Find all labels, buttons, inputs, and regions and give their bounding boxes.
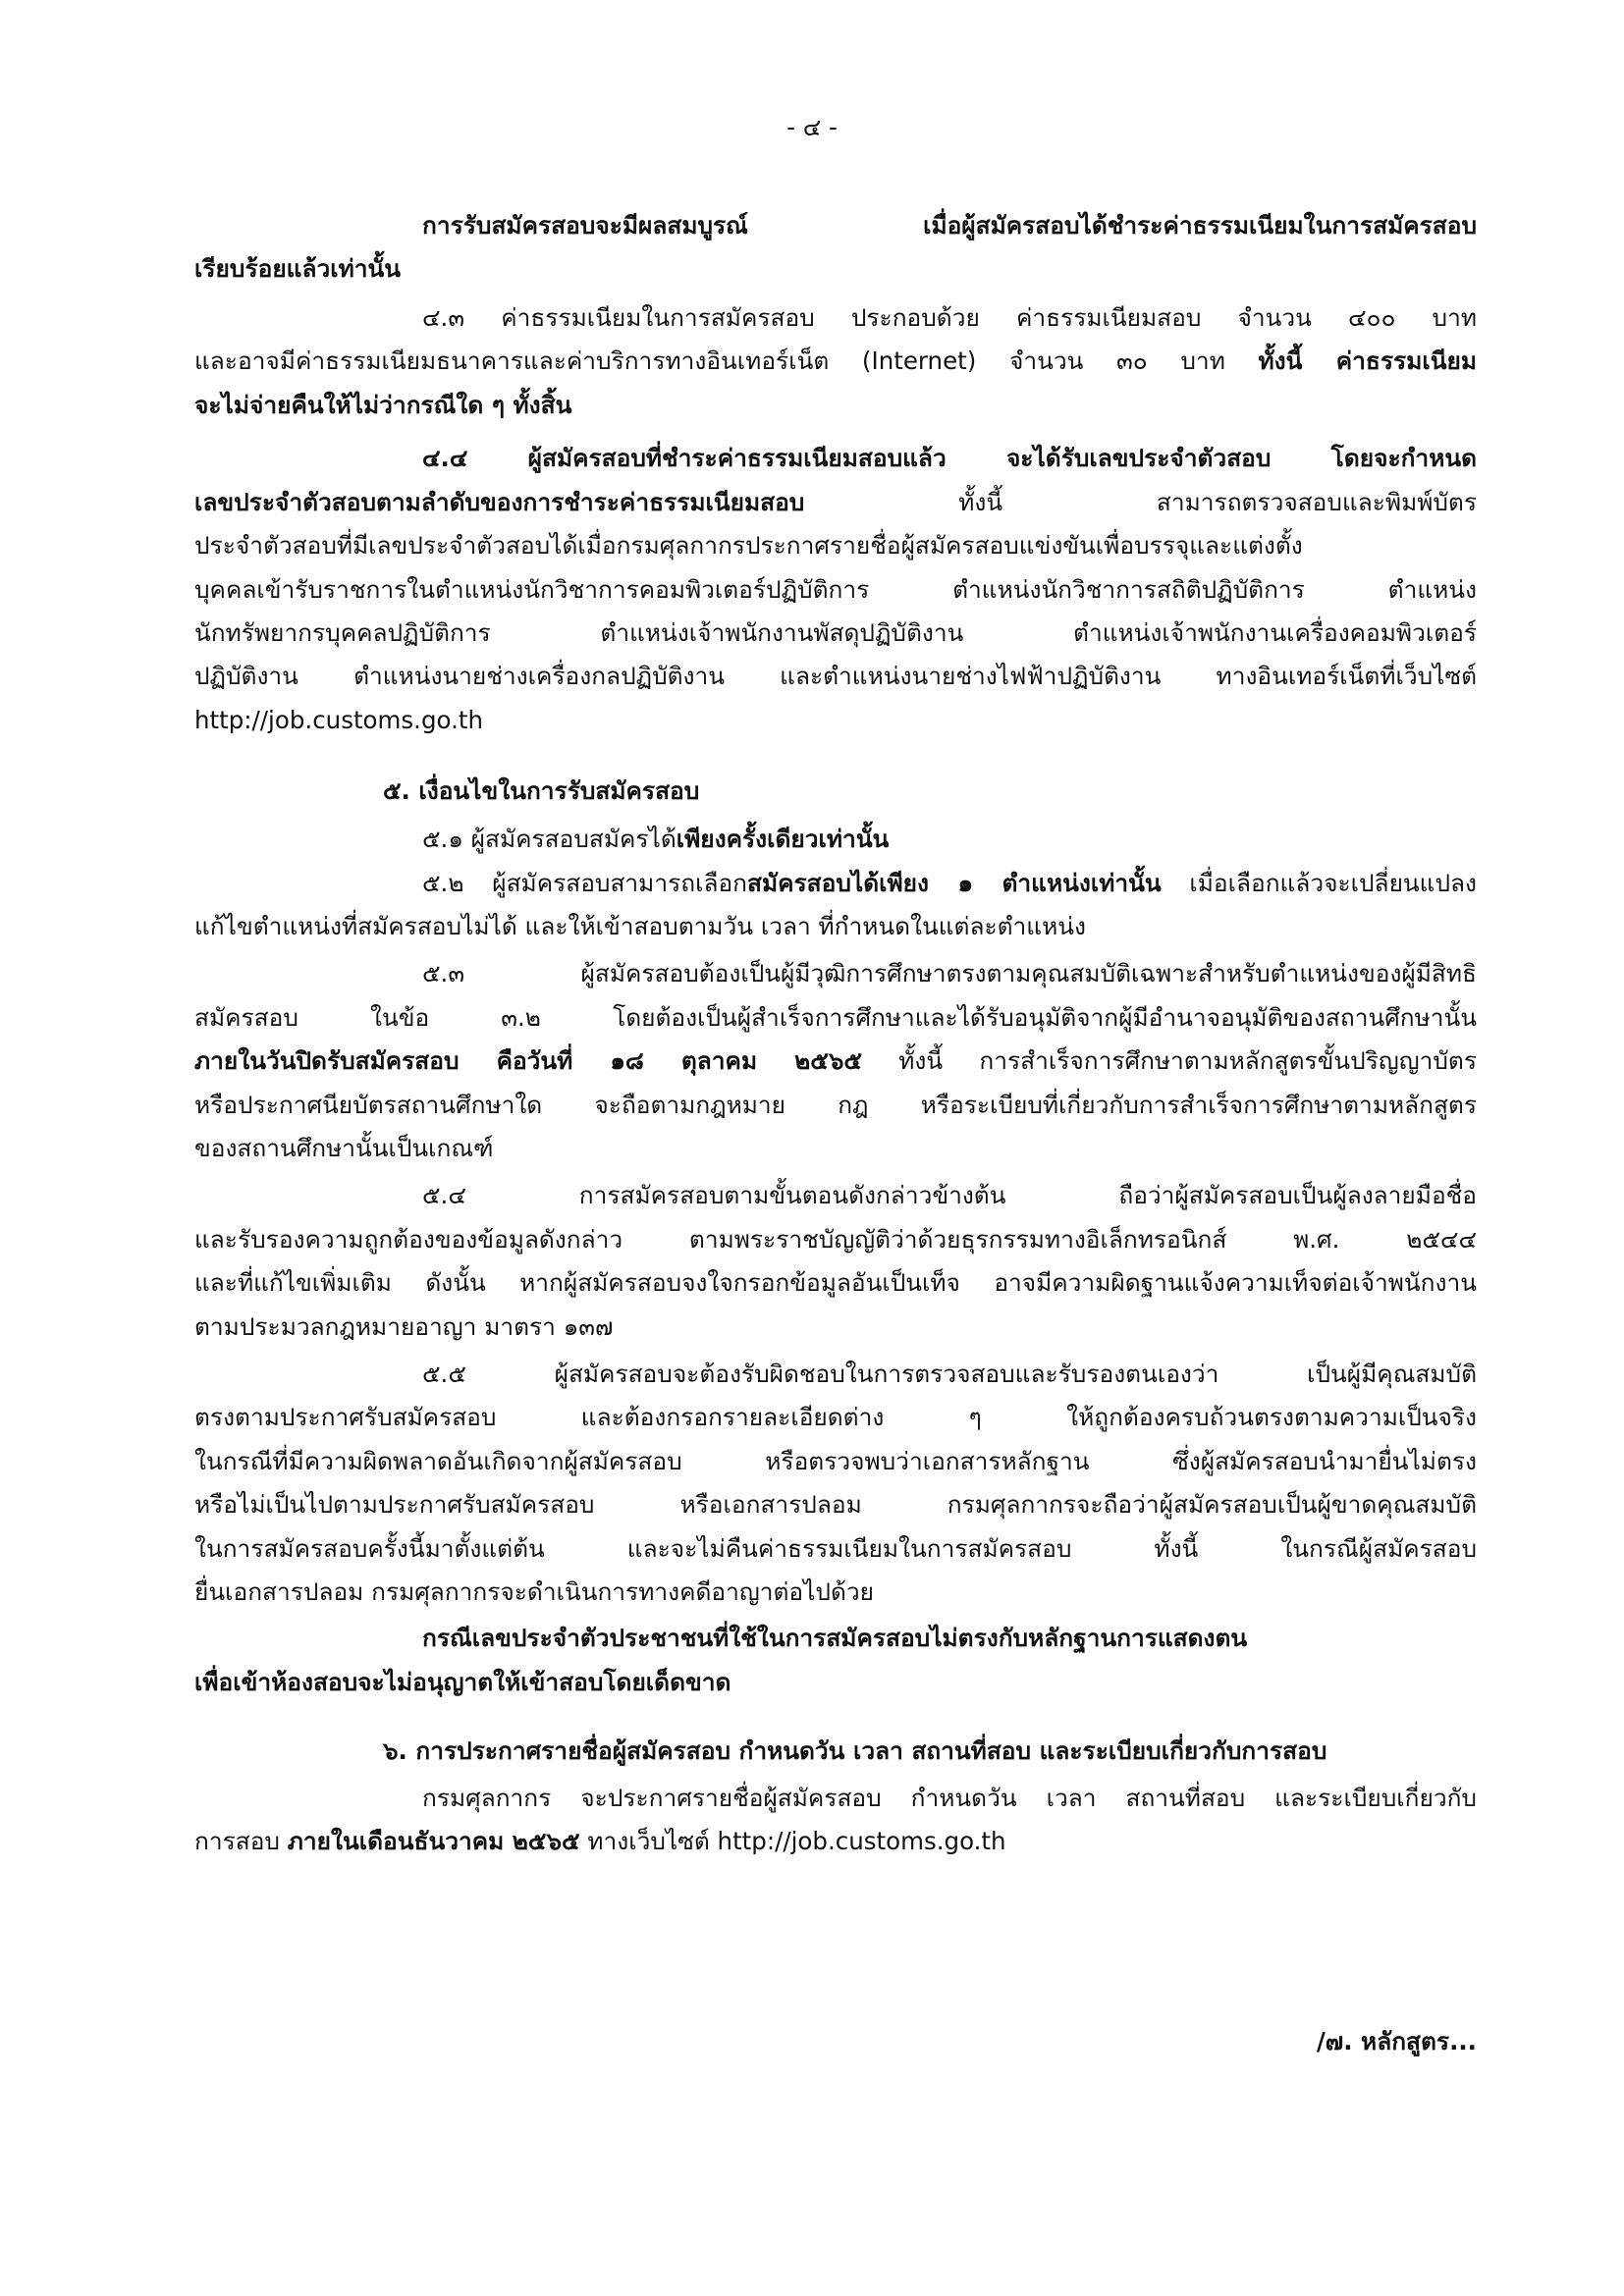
clause-4-4-line-4: บุคคลเข้ารับราชการในตำแหน่งนักวิชาการคอมพิวเตอร์ปฏิบัติการ ตำแหน่งนักวิชาการสถิติปฏิบัติการ ตำแหน่ง bbox=[194, 575, 1477, 604]
clause-5-3-line-2: สมัครสอบ ในข้อ ๓.๒ โดยต้องเป็นผู้สำเร็จการศึกษาและได้รับอนุมัติจากผู้มีอำนาจอนุมัติของสถานศึกษานั้น bbox=[194, 1003, 1477, 1032]
section-5-heading: ๕. เงื่อนไขในการรับสมัครสอบ bbox=[383, 776, 700, 805]
next-page-catchword: /๗. หลักสูตร... bbox=[1316, 2027, 1477, 2056]
clause-5-4-line-4: ตามประมวลกฎหมายอาญา มาตรา ๑๓๗ bbox=[194, 1312, 614, 1341]
id-mismatch-warning-line-1: กรณีเลขประจำตัวประชาชนที่ใช้ในการสมัครสอบไม่ตรงกับหลักฐานการแสดงตน bbox=[422, 1624, 1248, 1652]
clause-4-3-line-2 bbox=[194, 349, 1477, 374]
section-6-line-2 bbox=[194, 1827, 1006, 1855]
clause-5-4-line-3: และที่แก้ไขเพิ่มเติม ดังนั้น หากผู้สมัครสอบจงใจกรอกข้อมูลอันเป็นเท็จ อาจมีความผิดฐานแจ้งความเท็จต่อเจ้าพนักงาน bbox=[194, 1268, 1477, 1297]
clause-4-4-line-3: ประจำตัวสอบที่มีเลขประจำตัวสอบได้เมื่อกรมศุลกากรประกาศรายชื่อผู้สมัครสอบแข่งขันเพื่อบรรจุและแต่งตั้ง bbox=[194, 531, 1303, 560]
clause-5-2-text-a: ๕.๒ ผู้สมัครสอบสามารถเลือก bbox=[422, 869, 748, 897]
clause-5-3-line-3 bbox=[194, 1046, 1477, 1075]
clause-5-1-text: ๕.๑ ผู้สมัครสอบสมัครได้ bbox=[422, 825, 677, 853]
page-number: - ๔ - bbox=[786, 113, 838, 141]
clause-4-4-line-6: ปฏิบัติงาน ตำแหน่งนายช่างเครื่องกลปฏิบัติงาน และตำแหน่งนายช่างไฟฟ้าปฏิบัติงาน ทางอินเทอร์เน็ตที่เว็บไซต์ bbox=[194, 662, 1477, 690]
clause-5-4-line-2: และรับรองความถูกต้องของข้อมูลดังกล่าว ตามพระราชบัญญัติว่าด้วยธุรกรรมทางอิเล็กทรอนิกส์ พ.ศ. ๒๕๔๔ bbox=[194, 1225, 1477, 1254]
section-6-text-a: การสอบ bbox=[194, 1827, 288, 1855]
clause-5-4-line-1: ๕.๔ การสมัครสอบตามขั้นตอนดังกล่าวข้างต้น ถือว่าผู้สมัครสอบเป็นผู้ลงลายมือชื่อ bbox=[422, 1181, 1477, 1209]
clause-4-4-line-2 bbox=[194, 488, 1477, 516]
clause-5-5-line-1: ๕.๕ ผู้สมัครสอบจะต้องรับผิดชอบในการตรวจสอบและรับรองตนเองว่า เป็นผู้มีคุณสมบัติ bbox=[422, 1360, 1477, 1388]
registration-complete-line-1: การรับสมัครสอบจะมีผลสมบูรณ์ เมื่อผู้สมัครสอบได้ชำระค่าธรรมเนียมในการสมัครสอบ bbox=[422, 211, 1477, 240]
section-6-heading: ๖. การประกาศรายชื่อผู้สมัครสอบ กำหนดวัน เวลา สถานที่สอบ และระเบียบเกี่ยวกับการสอบ bbox=[383, 1736, 1327, 1765]
clause-5-5-line-5: ในการสมัครสอบครั้งนี้มาตั้งแต่ต้น และจะไม่คืนค่าธรรมเนียมในการสมัครสอบ ทั้งนี้ ในกรณีผู้สมัครสอบ bbox=[194, 1534, 1477, 1563]
clause-5-5-line-3: ในกรณีที่มีความผิดพลาดอันเกิดจากผู้สมัครสอบ หรือตรวจพบว่าเอกสารหลักฐาน ซึ่งผู้สมัครสอบนำมายื่นไม่ตรง bbox=[194, 1447, 1477, 1475]
section-6-announcement-date: ภายในเดือนธันวาคม ๒๕๖๕ bbox=[287, 1827, 580, 1855]
clause-5-2-text-b: เมื่อเลือกแล้วจะเปลี่ยนแปลง bbox=[1161, 869, 1477, 897]
id-mismatch-warning-line-2: เพื่อเข้าห้องสอบจะไม่อนุญาตให้เข้าสอบโดยเด็ดขาด bbox=[194, 1668, 731, 1696]
clause-5-5-line-6: ยื่นเอกสารปลอม กรมศุลกากรจะดำเนินการทางคดีอาญาต่อไปด้วย bbox=[194, 1577, 875, 1606]
clause-5-3-line-1: ๕.๓ ผู้สมัครสอบต้องเป็นผู้มีวุฒิการศึกษาตรงตามคุณสมบัติเฉพาะสำหรับตำแหน่งของผู้มีสิทธิ bbox=[422, 959, 1477, 988]
registration-complete-line-2: เรียบร้อยแล้วเท่านั้น bbox=[194, 254, 402, 283]
section-6-line-1: กรมศุลกากร จะประกาศรายชื่อผู้สมัครสอบ กำหนดวัน เวลา สถานที่สอบ และระเบียบเกี่ยวกับ bbox=[422, 1784, 1477, 1812]
clause-4-4-website-link[interactable]: http://job.customs.go.th bbox=[194, 706, 483, 734]
clause-4-3-nonrefund-start: ทั้งนี้ ค่าธรรมเนียม bbox=[1258, 347, 1477, 375]
clause-4-3-fee-text: และอาจมีค่าธรรมเนียมธนาคารและค่าบริการทางอินเทอร์เน็ต (Internet) จำนวน ๓๐ บาท bbox=[194, 347, 1259, 375]
clause-4-4-check-print: ทั้งนี้ สามารถตรวจสอบและพิมพ์บัตร bbox=[804, 488, 1477, 516]
clause-4-4-line-1: ๔.๔ ผู้สมัครสอบที่ชำระค่าธรรมเนียมสอบแล้ว จะได้รับเลขประจำตัวสอบ โดยจะกำหนด bbox=[422, 444, 1477, 472]
clause-4-3-line-1: ๔.๓ ค่าธรรมเนียมในการสมัครสอบ ประกอบด้วย ค่าธรรมเนียมสอบ จำนวน ๔๐๐ บาท bbox=[422, 303, 1477, 332]
clause-4-3-line-3: จะไม่จ่ายคืนให้ไม่ว่ากรณีใด ๆ ทั้งสิ้น bbox=[194, 391, 572, 419]
clause-5-3-line-5: ของสถานศึกษานั้นเป็นเกณฑ์ bbox=[194, 1134, 494, 1162]
clause-4-4-exam-number-order: เลขประจำตัวสอบตามลำดับของการชำระค่าธรรมเนียมสอบ bbox=[194, 488, 805, 516]
clause-5-5-line-4: หรือไม่เป็นไปตามประกาศรับสมัครสอบ หรือเอกสารปลอม กรมศุลกากรจะถือว่าผู้สมัครสอบเป็นผู้ขาดคุณสมบัติ bbox=[194, 1490, 1477, 1519]
clause-4-4-line-5: นักทรัพยากรบุคคลปฏิบัติการ ตำแหน่งเจ้าพนักงานพัสดุปฏิบัติงาน ตำแหน่งเจ้าพนักงานเครื่องคอมพิวเตอร์ bbox=[194, 618, 1477, 647]
section-6-website[interactable]: ทางเว็บไซต์ http://job.customs.go.th bbox=[579, 1827, 1006, 1855]
clause-5-3-deadline: ภายในวันปิดรับสมัครสอบ คือวันที่ ๑๘ ตุลาคม ๒๕๖๕ bbox=[194, 1046, 862, 1075]
clause-5-2-line-1 bbox=[422, 869, 1477, 897]
clause-5-5-line-2: ตรงตามประกาศรับสมัครสอบ และต้องกรอกรายละเอียดต่าง ๆ ให้ถูกต้องครบถ้วนตรงตามความเป็นจริง bbox=[194, 1403, 1477, 1431]
clause-5-2-line-2: แก้ไขตำแหน่งที่สมัครสอบไม่ได้ และให้เข้าสอบตามวัน เวลา ที่กำหนดในแต่ละตำแหน่ง bbox=[194, 912, 1086, 940]
clause-5-3-line-4: หรือประกาศนียบัตรสถานศึกษาใด จะถือตามกฎหมาย กฎ หรือระเบียบที่เกี่ยวกับการสำเร็จการศึกษาตามหลักสูตร bbox=[194, 1091, 1477, 1119]
clause-5-1 bbox=[422, 825, 890, 853]
clause-5-3-degree-text: ทั้งนี้ การสำเร็จการศึกษาตามหลักสูตรขั้นปริญญาบัตร bbox=[861, 1046, 1477, 1075]
clause-5-1-once-only: เพียงครั้งเดียวเท่านั้น bbox=[676, 825, 890, 853]
clause-5-2-one-position: สมัครสอบได้เพียง ๑ ตำแหน่งเท่านั้น bbox=[747, 869, 1162, 897]
